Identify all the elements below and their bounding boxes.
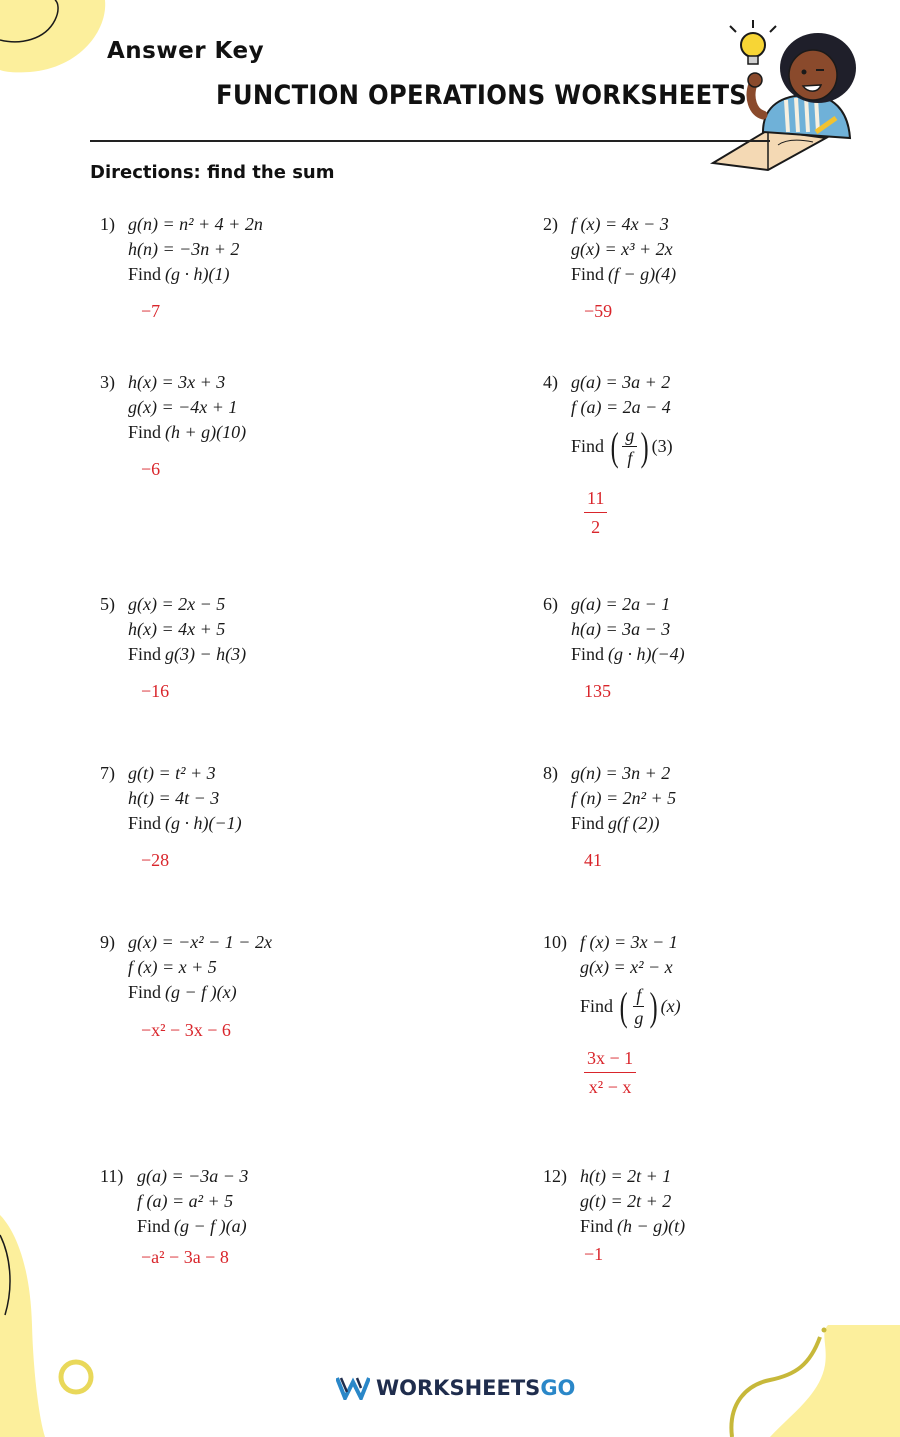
- problem-line: h(a) = 3a − 3: [571, 619, 671, 639]
- problem-line: h(t) = 2t + 1: [580, 1166, 672, 1186]
- problem-line: h(n) = −3n + 2: [128, 239, 240, 259]
- problem-number: 2): [543, 214, 558, 234]
- find-expression: (h + g)(10): [165, 422, 247, 442]
- find-label: Find: [571, 813, 605, 833]
- problem-line: f (n) = 2n² + 5: [571, 788, 677, 808]
- directions-text: Directions: find the sum: [90, 162, 335, 183]
- answer-10: [584, 1047, 636, 1098]
- bottom-right-blob: [720, 1325, 900, 1437]
- logo-text-worksheets: WORKSHEETS: [376, 1376, 541, 1400]
- find-line: [571, 424, 673, 469]
- answer-3: −6: [141, 459, 161, 479]
- problem-line: f (a) = 2a − 4: [571, 397, 671, 417]
- find-argument: (3): [651, 436, 673, 456]
- problem-line: g(n) = n² + 4 + 2n: [128, 214, 263, 234]
- find-line: [128, 811, 242, 836]
- problem-number: 10): [543, 932, 567, 952]
- find-expression: (h − g)(t): [617, 1216, 686, 1236]
- problem-line: g(t) = t² + 3: [128, 763, 216, 783]
- answer-4: [584, 487, 607, 538]
- problem-line: g(x) = 2x − 5: [128, 594, 226, 614]
- problem-line: f (a) = a² + 5: [137, 1191, 234, 1211]
- problem-number: 3): [100, 372, 115, 392]
- problem-line: f (x) = 3x − 1: [580, 932, 678, 952]
- problem-line: g(x) = −x² − 1 − 2x: [128, 932, 272, 952]
- find-line: [571, 262, 676, 287]
- answer-key-heading: Answer Key: [107, 38, 265, 64]
- find-line: [128, 642, 246, 667]
- problem-number: 4): [543, 372, 558, 392]
- problem-number: 6): [543, 594, 558, 614]
- problem-line: f (x) = x + 5: [128, 957, 217, 977]
- find-expression: (g − f )(x): [165, 982, 237, 1002]
- answer-8: 41: [584, 850, 602, 870]
- find-label: Find: [580, 1216, 614, 1236]
- problem-line: f (x) = 4x − 3: [571, 214, 669, 234]
- find-expression: (g · h)(−1): [165, 813, 242, 833]
- problem-line: g(x) = −4x + 1: [128, 397, 238, 417]
- problem-line: h(t) = 4t − 3: [128, 788, 220, 808]
- find-label: Find: [128, 813, 162, 833]
- find-line: [571, 811, 676, 836]
- worksheetsgo-logo-icon: [336, 1376, 370, 1400]
- worksheetsgo-logo[interactable]: [336, 1376, 575, 1400]
- ring-icon: [56, 1357, 96, 1397]
- answer-11: −a² − 3a − 8: [141, 1247, 229, 1267]
- problem-line: g(a) = 3a + 2: [571, 372, 671, 392]
- find-label: Find: [580, 996, 614, 1016]
- find-line: [128, 262, 263, 287]
- find-label: Find: [128, 264, 162, 284]
- find-label: Find: [128, 982, 162, 1002]
- bottom-left-blob: [0, 1215, 45, 1437]
- problem-line: g(a) = 2a − 1: [571, 594, 671, 614]
- find-label: Find: [137, 1216, 171, 1236]
- find-expression: g(f (2)): [608, 813, 660, 833]
- problem-line: g(t) = 2t + 2: [580, 1191, 672, 1211]
- answer-denominator: 2: [591, 517, 601, 537]
- answer-7: −28: [141, 850, 170, 870]
- problem-line: g(x) = x³ + 2x: [571, 239, 673, 259]
- find-line: [571, 642, 685, 667]
- problem-line: g(a) = −3a − 3: [137, 1166, 249, 1186]
- problem-number: 11): [100, 1166, 124, 1186]
- find-line: [128, 420, 246, 445]
- find-expression: (f − g)(4): [608, 264, 677, 284]
- problem-line: h(x) = 3x + 3: [128, 372, 226, 392]
- problem-line: h(x) = 4x + 5: [128, 619, 226, 639]
- find-line: [580, 984, 681, 1029]
- answer-numerator: 11: [584, 487, 607, 513]
- fraction-numerator: g: [622, 424, 637, 447]
- answer-6: 135: [584, 681, 611, 701]
- problem-number: 5): [100, 594, 115, 614]
- problem-number: 9): [100, 932, 115, 952]
- problem-line: g(x) = x² − x: [580, 957, 673, 977]
- find-argument: (x): [660, 996, 681, 1016]
- logo-text-go: GO: [540, 1376, 576, 1400]
- problem-number: 7): [100, 763, 115, 783]
- fraction-denominator: g: [634, 1008, 644, 1028]
- title-divider: [90, 140, 770, 142]
- find-expression: g(3) − h(3): [165, 644, 247, 664]
- answer-2: −59: [584, 301, 613, 321]
- answer-12: −1: [584, 1244, 604, 1264]
- find-line: [128, 980, 272, 1005]
- problem-line: g(n) = 3n + 2: [571, 763, 671, 783]
- find-label: Find: [128, 422, 162, 442]
- find-fraction-expression: ( $\frac{f}{g}$ ) (x): [619, 983, 681, 1029]
- answer-5: −16: [141, 681, 170, 701]
- fraction-denominator: f: [627, 448, 633, 468]
- page-title: FUNCTION OPERATIONS WORKSHEETS: [216, 80, 748, 111]
- problem-number: 12): [543, 1166, 567, 1186]
- problem-number: 1): [100, 214, 115, 234]
- find-label: Find: [571, 264, 605, 284]
- answer-denominator: x² − x: [588, 1077, 632, 1097]
- fraction-numerator: f: [633, 984, 644, 1007]
- top-left-blob: [0, 0, 110, 75]
- find-label: Find: [571, 436, 605, 456]
- find-label: Find: [571, 644, 605, 664]
- problem-number: 8): [543, 763, 558, 783]
- find-expression: (g · h)(1): [165, 264, 230, 284]
- find-expression: (g · h)(−4): [608, 644, 685, 664]
- answer-9: −x² − 3x − 6: [141, 1020, 231, 1040]
- find-label: Find: [128, 644, 162, 664]
- find-expression: (g − f )(a): [174, 1216, 247, 1236]
- answer-numerator: 3x − 1: [584, 1047, 636, 1073]
- answer-1: −7: [141, 301, 161, 321]
- find-line: [137, 1214, 248, 1239]
- find-line: [580, 1214, 685, 1239]
- find-fraction-expression: ( $\frac{g}{f}$ ) (3): [610, 423, 673, 469]
